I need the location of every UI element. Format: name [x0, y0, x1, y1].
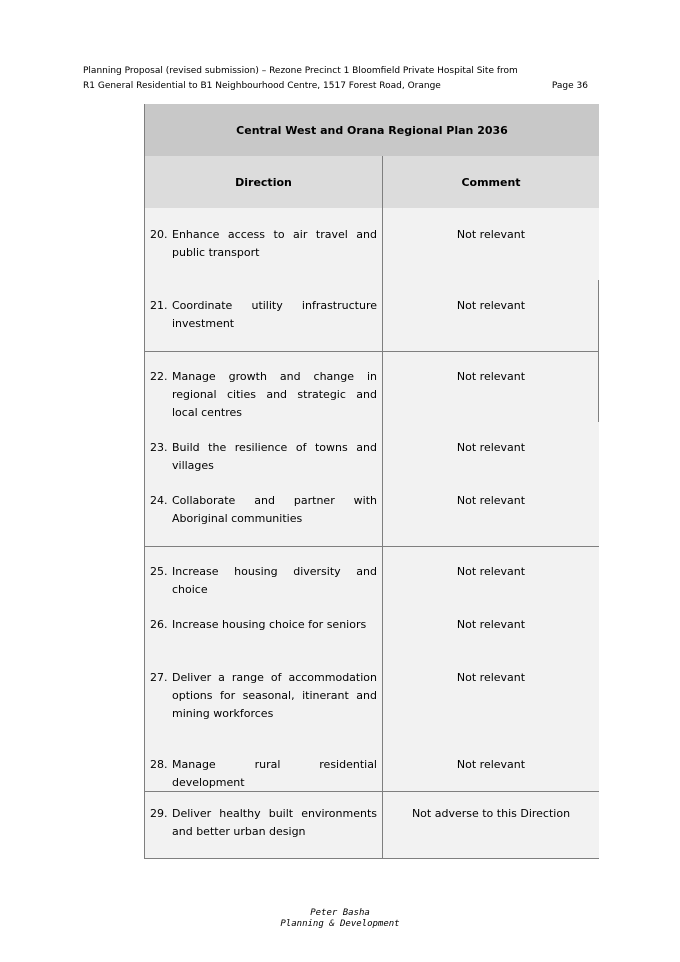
direction-text: Increase housing choice for seniors: [172, 618, 367, 631]
direction-number: 24.: [150, 494, 168, 507]
footer-company: Planning & Development: [280, 919, 400, 929]
column-header-comment: Comment: [461, 175, 521, 189]
table-row-direction: [150, 439, 377, 475]
row-divider: [145, 546, 599, 547]
direction-text: Deliver a range of accommodation options for seasonal, itinerant and mining workforces: [172, 671, 377, 720]
table-row-comment: Not relevant: [456, 299, 526, 312]
table-row-direction: [150, 616, 377, 634]
direction-text: Deliver healthy built environments and better urban design: [172, 807, 377, 838]
table-row-comment: Not relevant: [456, 618, 526, 631]
table-row-direction: [150, 226, 377, 262]
direction-number: 26.: [150, 618, 168, 631]
direction-text: Manage rural residential development: [172, 758, 377, 789]
header-line-2: R1 General Residential to B1 Neighbourhood Centre, 1517 Forest Road, Orange: [83, 81, 441, 91]
table-row-direction: [150, 756, 377, 792]
table-row-comment: Not relevant: [456, 494, 526, 507]
direction-number: 25.: [150, 565, 168, 578]
direction-text: Manage growth and change in regional cities and strategic and local centres: [172, 370, 377, 419]
direction-text: Collaborate and partner with Aboriginal communities: [172, 494, 377, 525]
page-number: Page 36: [551, 81, 588, 91]
direction-number: 27.: [150, 671, 168, 684]
page-footer: [0, 908, 680, 930]
direction-number: 29.: [150, 807, 168, 820]
table-row-comment: Not relevant: [456, 441, 526, 454]
direction-text: Enhance access to air travel and public transport: [172, 228, 377, 259]
table-row-comment: Not relevant: [456, 370, 526, 383]
direction-number: 23.: [150, 441, 168, 454]
header-line-1: Planning Proposal (revised submission) – Rezone Precinct 1 Bloomfield Private Hospital Site from: [83, 66, 518, 76]
direction-number: 21.: [150, 299, 168, 312]
column-header-direction: Direction: [235, 175, 292, 189]
table-row-comment: Not relevant: [456, 758, 526, 771]
direction-number: 20.: [150, 228, 168, 241]
page-header: [83, 64, 588, 94]
regional-plan-table: [144, 104, 599, 859]
table-row-direction: [150, 297, 377, 333]
table-row-direction: [150, 563, 377, 599]
table-column-headers: [145, 156, 599, 208]
table-row-direction: [150, 368, 377, 422]
table-row-comment: Not relevant: [456, 228, 526, 241]
table-row-direction: [150, 492, 377, 528]
table-row-direction: [150, 669, 377, 723]
direction-number: 28.: [150, 758, 168, 771]
direction-text: Increase housing diversity and choice: [172, 565, 377, 596]
row-divider: [145, 351, 599, 352]
direction-text: Build the resilience of towns and villages: [172, 441, 377, 472]
table-title: Central West and Orana Regional Plan 2036: [145, 104, 599, 156]
table-row-direction: [150, 805, 377, 841]
table-row-comment: Not adverse to this Direction: [411, 807, 571, 820]
direction-number: 22.: [150, 370, 168, 383]
direction-text: Coordinate utility infrastructure investment: [172, 299, 377, 330]
table-row-comment: Not relevant: [456, 565, 526, 578]
footer-author: Peter Basha: [310, 908, 370, 918]
table-row-comment: Not relevant: [456, 671, 526, 684]
